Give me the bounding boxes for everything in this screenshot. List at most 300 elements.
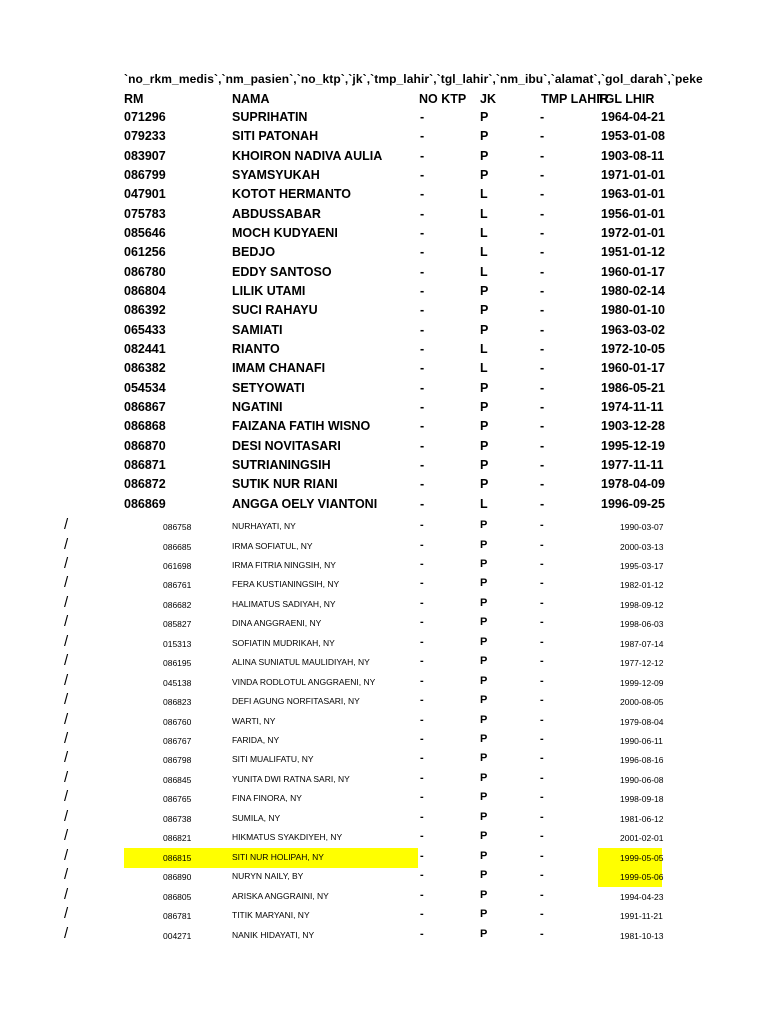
cell-rm: 086890 <box>163 872 192 883</box>
cell-rm: 079233 <box>124 129 166 144</box>
cell-tmp: - <box>540 927 544 940</box>
cell-tmp: - <box>540 399 545 414</box>
cell-rm: 086195 <box>163 658 192 669</box>
cell-rm: 086682 <box>163 599 192 610</box>
cell-tgl: 1956-01-01 <box>601 206 665 221</box>
cell-ktp: - <box>420 752 424 765</box>
cell-tmp: - <box>540 168 545 182</box>
cell-jk: P <box>480 519 488 531</box>
table-row <box>0 886 768 905</box>
cell-tgl: 2000-03-13 <box>620 541 664 552</box>
cell-tgl: 1998-09-12 <box>620 599 664 610</box>
cell-tmp: - <box>540 361 545 376</box>
cell-tgl: 1981-10-13 <box>620 930 664 941</box>
cell-tmp: - <box>540 206 545 221</box>
table-row <box>0 536 768 555</box>
cell-jk: P <box>480 733 488 745</box>
cell-ktp: - <box>420 635 424 648</box>
cell-jk: P <box>480 674 488 687</box>
cell-tgl: 2001-02-01 <box>620 833 664 844</box>
cell-jk: P <box>480 538 488 551</box>
row-mark: / <box>64 554 69 572</box>
cell-tmp: - <box>540 849 544 862</box>
cell-nama: ARISKA ANGGRAINI, NY <box>232 890 329 901</box>
cell-jk: P <box>480 927 488 940</box>
cell-nama: DINA ANGGRAENI, NY <box>232 618 322 629</box>
cell-ktp: - <box>420 264 425 279</box>
cell-tgl: 1999-12-09 <box>620 677 664 688</box>
cell-ktp: - <box>420 810 424 823</box>
cell-ktp: - <box>420 322 425 337</box>
cell-tmp: - <box>540 264 545 279</box>
cell-ktp: - <box>420 303 425 318</box>
cell-jk: P <box>480 888 488 901</box>
cell-rm: 086805 <box>163 891 192 902</box>
cell-jk: L <box>480 496 488 511</box>
row-mark: / <box>64 652 69 670</box>
cell-nama: NANIK HIDAYATI, NY <box>232 929 315 940</box>
cell-tmp: - <box>540 245 545 260</box>
cell-rm: 086761 <box>163 580 192 591</box>
cell-tmp: - <box>540 635 544 648</box>
cell-jk: P <box>480 577 488 590</box>
table-row <box>0 808 768 827</box>
cell-nama: SYAMSYUKAH <box>232 168 320 182</box>
cell-tmp: - <box>540 616 544 629</box>
cell-tgl: 1960-01-17 <box>601 264 665 279</box>
cell-jk: P <box>480 791 488 804</box>
sql-column-list: `no_rkm_medis`,`nm_pasien`,`no_ktp`,`jk`,`tmp_lahir`,`tgl_lahir`,`nm_ibu`,`alamat`,`gol_darah`,`peke <box>124 72 703 86</box>
cell-tgl: 1998-09-18 <box>620 794 664 805</box>
cell-tmp: - <box>540 713 544 726</box>
cell-jk: P <box>480 168 489 182</box>
cell-rm: 085646 <box>124 226 166 240</box>
cell-nama: RIANTO <box>232 342 280 356</box>
cell-tgl: 1980-01-10 <box>601 303 665 318</box>
cell-tmp: - <box>540 869 544 882</box>
col-header-rm: RM <box>124 92 144 106</box>
cell-nama: NURYN NAILY, BY <box>232 871 304 882</box>
cell-tmp: - <box>540 303 545 318</box>
cell-rm: 086867 <box>124 399 166 414</box>
cell-ktp: - <box>420 148 425 163</box>
table-row <box>0 711 768 730</box>
table-row <box>0 265 768 284</box>
cell-nama: TITIK MARYANI, NY <box>232 910 310 920</box>
cell-ktp: - <box>420 888 424 901</box>
cell-rm: 086780 <box>124 264 166 279</box>
table-row <box>0 149 768 168</box>
cell-nama: BEDJO <box>232 245 276 260</box>
cell-nama: SUMILA, NY <box>232 812 281 823</box>
cell-ktp: - <box>420 284 425 298</box>
cell-tmp: - <box>540 771 544 784</box>
table-row <box>0 419 768 438</box>
cell-tgl: 1999-05-05 <box>620 852 664 863</box>
col-header-nama: NAMA <box>232 92 270 106</box>
cell-tmp: - <box>540 284 545 298</box>
row-mark: / <box>64 768 69 786</box>
row-mark: / <box>64 730 69 747</box>
cell-nama: SITI PATONAH <box>232 129 319 144</box>
table-row <box>0 633 768 652</box>
cell-rm: 086685 <box>163 541 192 552</box>
table-row <box>0 672 768 691</box>
row-mark: / <box>64 535 69 553</box>
cell-ktp: - <box>420 674 424 687</box>
cell-nama: LILIK UTAMI <box>232 284 306 298</box>
cell-jk: P <box>480 303 489 318</box>
cell-tgl: 1971-01-01 <box>601 168 665 182</box>
table-row <box>0 187 768 206</box>
cell-jk: P <box>480 616 488 629</box>
table-row <box>0 497 768 516</box>
cell-tgl: 1951-01-12 <box>601 245 665 260</box>
cell-tmp: - <box>540 380 545 395</box>
row-mark: / <box>64 593 69 611</box>
cell-jk: P <box>480 557 488 570</box>
cell-tmp: - <box>540 888 544 901</box>
cell-rm: 085827 <box>163 619 192 630</box>
table-row <box>0 110 768 129</box>
cell-nama: YUNITA DWI RATNA SARI, NY <box>232 773 350 784</box>
cell-ktp: - <box>420 380 425 395</box>
cell-rm: 086823 <box>163 697 192 707</box>
cell-jk: P <box>480 849 488 862</box>
cell-rm: 086845 <box>163 774 192 785</box>
cell-jk: L <box>480 226 488 240</box>
cell-tgl: 1978-04-09 <box>601 477 665 492</box>
cell-nama: IMAM CHANAFI <box>232 361 326 376</box>
cell-jk: P <box>480 713 488 726</box>
cell-tmp: - <box>540 519 544 531</box>
row-mark: / <box>64 827 69 845</box>
cell-jk: P <box>480 148 489 163</box>
table-row <box>0 245 768 264</box>
cell-ktp: - <box>420 616 424 629</box>
cell-tgl: 1963-01-01 <box>601 187 665 202</box>
cell-tmp: - <box>540 830 544 843</box>
table-row <box>0 574 768 593</box>
cell-jk: L <box>480 264 488 279</box>
table-row <box>0 323 768 342</box>
cell-rm: 086870 <box>124 438 166 453</box>
cell-tgl: 1990-06-08 <box>620 774 664 785</box>
cell-tmp: - <box>540 496 545 511</box>
cell-tmp: - <box>540 129 545 144</box>
cell-tgl: 1979-08-04 <box>620 716 664 727</box>
cell-jk: P <box>480 284 489 298</box>
cell-tgl: 1990-06-11 <box>620 736 663 746</box>
cell-nama: SUTIK NUR RIANI <box>232 477 338 492</box>
cell-rm: 054534 <box>124 380 166 395</box>
cell-tgl: 1991-11-21 <box>620 911 663 921</box>
table-row <box>0 613 768 632</box>
cell-rm: 075783 <box>124 206 166 221</box>
cell-nama: ABDUSSABAR <box>232 206 321 221</box>
cell-tmp: - <box>540 674 544 687</box>
cell-rm: 086821 <box>163 833 192 844</box>
cell-tgl: 1996-08-16 <box>620 755 664 766</box>
cell-ktp: - <box>420 733 424 745</box>
table-row <box>0 129 768 148</box>
cell-rm: 086868 <box>124 419 166 434</box>
cell-ktp: - <box>420 342 425 356</box>
row-mark: / <box>64 632 69 650</box>
table-row <box>0 730 768 749</box>
cell-ktp: - <box>420 399 425 414</box>
col-header-jk: JK <box>480 92 496 106</box>
row-mark: / <box>64 788 69 806</box>
cell-rm: 086871 <box>124 457 166 472</box>
cell-tmp: - <box>540 694 544 706</box>
cell-tgl: 1996-09-25 <box>601 496 665 511</box>
table-row <box>0 226 768 245</box>
cell-tgl: 1986-05-21 <box>601 380 665 395</box>
table-row <box>0 749 768 768</box>
cell-nama: FERA KUSTIANINGSIH, NY <box>232 579 340 590</box>
cell-rm: 086804 <box>124 284 166 298</box>
cell-tgl: 1960-01-17 <box>601 361 665 376</box>
row-mark: / <box>64 866 69 884</box>
cell-ktp: - <box>420 927 424 940</box>
cell-ktp: - <box>420 168 425 182</box>
table-row <box>0 439 768 458</box>
col-header-ktp: NO KTP <box>419 92 467 106</box>
table-row <box>0 866 768 885</box>
cell-rm: 086781 <box>163 911 192 921</box>
cell-nama: NURHAYATI, NY <box>232 521 296 531</box>
cell-jk: P <box>480 438 489 453</box>
cell-tmp: - <box>540 148 545 163</box>
cell-jk: L <box>480 187 488 202</box>
table-row <box>0 361 768 380</box>
table-row <box>0 691 768 710</box>
table-row <box>0 555 768 574</box>
cell-rm: 086872 <box>124 477 166 492</box>
cell-tmp: - <box>540 810 544 823</box>
cell-rm: 086799 <box>124 168 166 182</box>
cell-tmp: - <box>540 110 545 124</box>
table-row <box>0 303 768 322</box>
col-header-tmp: TMP LAHIR <box>541 92 609 106</box>
cell-tgl: 1903-12-28 <box>601 419 665 434</box>
cell-ktp: - <box>420 519 424 531</box>
cell-jk: P <box>480 457 489 472</box>
table-row <box>0 925 768 944</box>
cell-tgl: 1980-02-14 <box>601 284 665 298</box>
cell-rm: 061698 <box>163 560 192 571</box>
cell-ktp: - <box>420 694 424 706</box>
cell-tgl: 1963-03-02 <box>601 322 665 337</box>
row-mark: / <box>64 807 69 825</box>
row-mark: / <box>64 613 69 631</box>
cell-rm: 086392 <box>124 303 166 318</box>
cell-ktp: - <box>420 226 425 240</box>
cell-ktp: - <box>420 849 424 862</box>
cell-tgl: 1972-10-05 <box>601 342 665 356</box>
table-row <box>0 788 768 807</box>
row-mark: / <box>64 691 69 708</box>
table-row <box>0 400 768 419</box>
cell-rm: 015313 <box>163 638 192 649</box>
cell-tmp: - <box>540 322 545 337</box>
cell-tmp: - <box>540 457 545 472</box>
cell-nama: DEFI AGUNG NORFITASARI, NY <box>232 696 360 706</box>
cell-nama: KOTOT HERMANTO <box>232 187 351 202</box>
table-row <box>0 342 768 361</box>
cell-jk: P <box>480 908 488 920</box>
table-row <box>0 458 768 477</box>
cell-rm: 071296 <box>124 110 166 124</box>
cell-tmp: - <box>540 577 544 590</box>
cell-tgl: 1964-04-21 <box>601 110 665 124</box>
row-mark: / <box>64 749 69 767</box>
table-row <box>0 827 768 846</box>
cell-jk: L <box>480 245 488 260</box>
cell-nama: IRMA SOFIATUL, NY <box>232 540 313 551</box>
cell-tmp: - <box>540 226 545 240</box>
cell-tgl: 1990-03-07 <box>620 522 664 532</box>
table-row <box>0 477 768 496</box>
cell-ktp: - <box>420 713 424 726</box>
cell-nama: SITI MUALIFATU, NY <box>232 754 314 765</box>
cell-ktp: - <box>420 187 425 202</box>
cell-rm: 086758 <box>163 522 192 532</box>
cell-nama: IRMA FITRIA NINGSIH, NY <box>232 559 336 570</box>
cell-nama: NGATINI <box>232 399 283 414</box>
cell-nama: SOFIATIN MUDRIKAH, NY <box>232 637 335 648</box>
cell-jk: P <box>480 477 489 492</box>
col-header-tgl: TGL LHIR <box>597 92 655 106</box>
cell-jk: P <box>480 635 488 648</box>
cell-ktp: - <box>420 477 425 492</box>
cell-jk: P <box>480 129 489 144</box>
cell-tmp: - <box>540 908 544 920</box>
cell-jk: P <box>480 830 488 843</box>
row-mark: / <box>64 885 69 903</box>
cell-tgl: 1994-04-23 <box>620 891 664 902</box>
column-header-row <box>0 92 768 112</box>
cell-ktp: - <box>420 110 425 124</box>
cell-nama: HALIMATUS SADIYAH, NY <box>232 598 336 609</box>
cell-tmp: - <box>540 419 545 434</box>
cell-tgl: 1953-01-08 <box>601 129 665 144</box>
cell-ktp: - <box>420 129 425 144</box>
row-mark: / <box>64 574 69 592</box>
table-row <box>0 284 768 303</box>
table-row <box>0 168 768 187</box>
cell-tmp: - <box>540 655 544 668</box>
cell-ktp: - <box>420 908 424 920</box>
cell-nama: SAMIATI <box>232 322 283 337</box>
cell-nama: FARIDA, NY <box>232 735 280 745</box>
row-mark: / <box>64 924 69 942</box>
cell-tgl: 1982-01-12 <box>620 580 664 591</box>
row-mark: / <box>64 905 69 922</box>
cell-jk: P <box>480 810 488 823</box>
cell-ktp: - <box>420 830 424 843</box>
cell-rm: 047901 <box>124 187 166 202</box>
cell-ktp: - <box>420 538 424 551</box>
cell-tgl: 1981-06-12 <box>620 813 664 824</box>
cell-tmp: - <box>540 438 545 453</box>
cell-nama: KHOIRON NADIVA AULIA <box>232 148 383 163</box>
cell-jk: P <box>480 655 488 668</box>
table-row <box>0 652 768 671</box>
cell-jk: P <box>480 596 488 609</box>
cell-jk: P <box>480 380 489 395</box>
cell-rm: 083907 <box>124 148 166 163</box>
table-row <box>0 381 768 400</box>
cell-tmp: - <box>540 342 545 356</box>
cell-rm: 086815 <box>163 852 192 863</box>
cell-jk: P <box>480 322 489 337</box>
cell-nama: EDDY SANTOSO <box>232 264 332 279</box>
table-row <box>0 847 768 866</box>
cell-rm: 082441 <box>124 342 166 356</box>
cell-jk: P <box>480 869 488 882</box>
cell-rm: 045138 <box>163 677 192 688</box>
cell-nama: SUPRIHATIN <box>232 110 308 124</box>
cell-ktp: - <box>420 496 425 511</box>
cell-rm: 086738 <box>163 813 192 824</box>
cell-rm: 004271 <box>163 930 192 941</box>
table-row <box>0 905 768 924</box>
cell-jk: P <box>480 399 489 414</box>
cell-jk: P <box>480 694 488 706</box>
cell-jk: P <box>480 110 489 124</box>
row-mark: / <box>64 671 69 689</box>
cell-tmp: - <box>540 752 544 765</box>
cell-ktp: - <box>420 245 425 260</box>
cell-ktp: - <box>420 438 425 453</box>
table-row <box>0 516 768 535</box>
row-mark: / <box>64 516 69 533</box>
cell-tgl: 2000-08-05 <box>620 697 664 707</box>
cell-nama: FAIZANA FATIH WISNO <box>232 419 371 434</box>
cell-nama: WARTI, NY <box>232 715 276 726</box>
cell-nama: MOCH KUDYAENI <box>232 226 338 240</box>
cell-ktp: - <box>420 361 425 376</box>
cell-rm: 086765 <box>163 794 192 805</box>
cell-tmp: - <box>540 187 545 202</box>
cell-tmp: - <box>540 557 544 570</box>
cell-rm: 086760 <box>163 716 192 727</box>
cell-nama: SETYOWATI <box>232 380 305 395</box>
cell-tgl: 1977-12-12 <box>620 658 664 669</box>
cell-tgl: 1987-07-14 <box>620 638 664 649</box>
cell-tgl: 1977-11-11 <box>601 457 664 472</box>
cell-rm: 086798 <box>163 755 192 766</box>
cell-ktp: - <box>420 869 424 882</box>
cell-tgl: 1974-11-11 <box>601 399 664 414</box>
cell-tgl: 1999-05-06 <box>620 872 664 883</box>
cell-rm: 065433 <box>124 322 166 337</box>
cell-tgl: 1903-08-11 <box>601 148 665 163</box>
cell-jk: P <box>480 771 488 784</box>
cell-nama: SUCI RAHAYU <box>232 303 318 318</box>
cell-tmp: - <box>540 733 544 745</box>
table-row <box>0 207 768 226</box>
cell-tmp: - <box>540 791 544 804</box>
cell-tgl: 1998-06-03 <box>620 619 664 630</box>
cell-ktp: - <box>420 655 424 668</box>
cell-tgl: 1972-01-01 <box>601 226 665 240</box>
cell-ktp: - <box>420 771 424 784</box>
cell-ktp: - <box>420 791 424 804</box>
cell-ktp: - <box>420 419 425 434</box>
